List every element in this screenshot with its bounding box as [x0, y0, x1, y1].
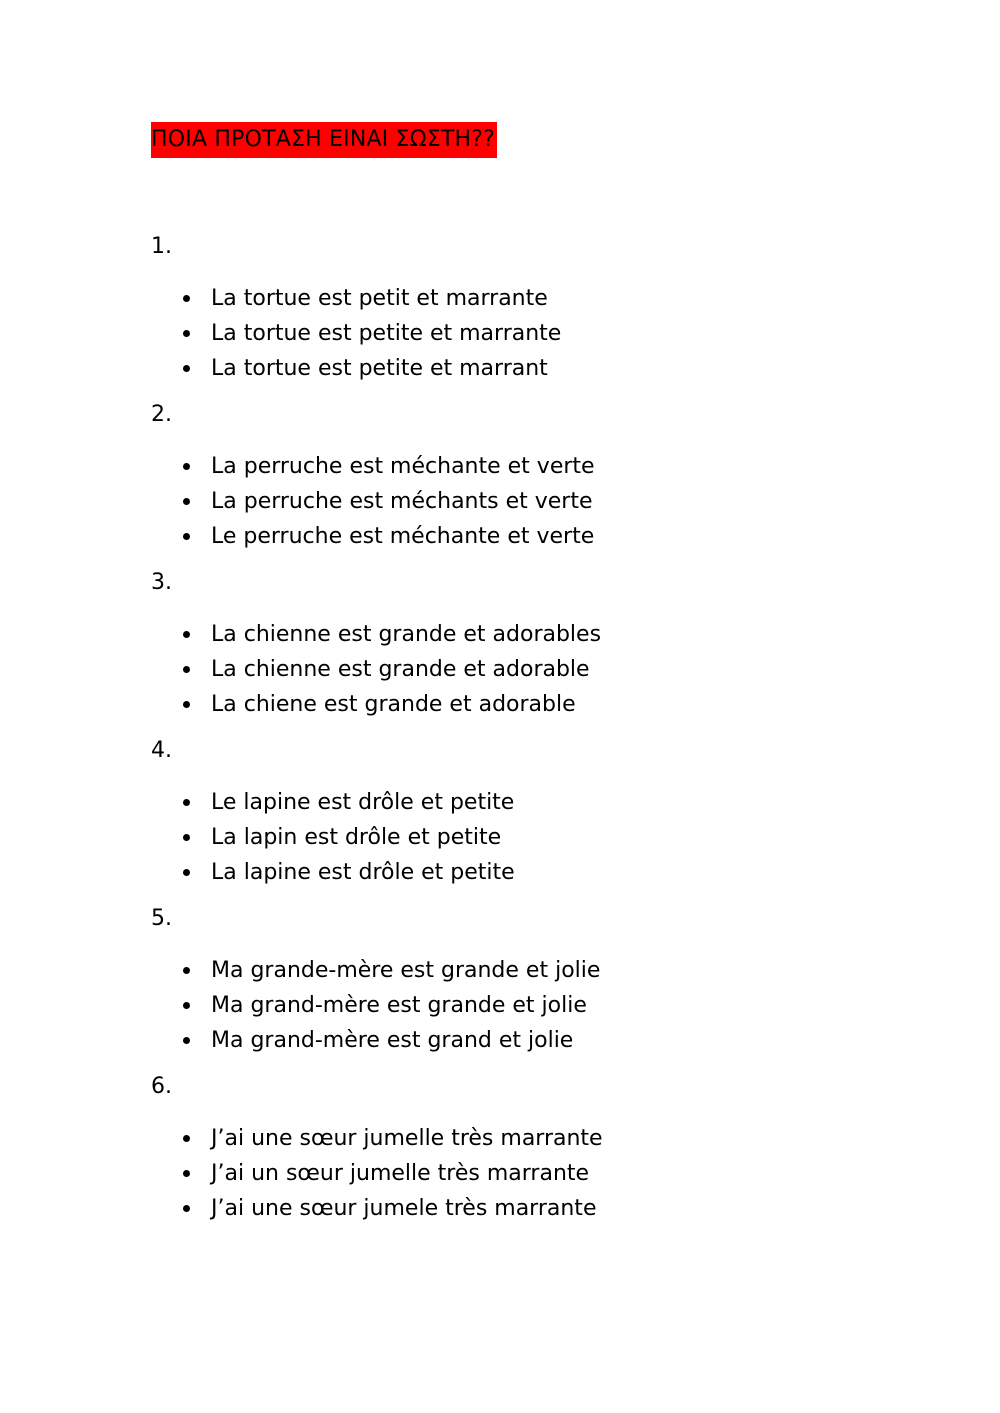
- bullet-icon: [183, 631, 190, 638]
- answer-option[interactable]: [151, 617, 851, 652]
- answer-option[interactable]: [151, 519, 851, 554]
- answer-options: [151, 953, 851, 1058]
- bullet-icon: [183, 1205, 190, 1212]
- answer-option[interactable]: [151, 652, 851, 687]
- answer-option-text: La perruche est méchante et verte: [211, 454, 595, 479]
- answer-option[interactable]: [151, 820, 851, 855]
- answer-option[interactable]: [151, 855, 851, 890]
- bullet-icon: [183, 365, 190, 372]
- answer-options: [151, 281, 851, 386]
- answer-options: [151, 449, 851, 554]
- bullet-icon: [183, 1037, 190, 1044]
- answer-option-text: J’ai un sœur jumelle très marrante: [211, 1161, 590, 1186]
- bullet-icon: [183, 799, 190, 806]
- answer-option-text: Ma grande-mère est grande et jolie: [211, 958, 601, 983]
- answer-option-text: La chienne est grande et adorables: [211, 622, 602, 647]
- question-number: 4.: [151, 738, 172, 763]
- bullet-icon: [183, 463, 190, 470]
- answer-option[interactable]: [151, 1156, 851, 1191]
- answer-option-text: Le perruche est méchante et verte: [211, 524, 595, 549]
- answer-option-text: La chiene est grande et adorable: [211, 692, 576, 717]
- question-3: [151, 569, 851, 722]
- answer-option[interactable]: [151, 484, 851, 519]
- answer-options: [151, 1121, 851, 1226]
- answer-option-text: La lapine est drôle et petite: [211, 860, 515, 885]
- bullet-icon: [183, 295, 190, 302]
- answer-option[interactable]: [151, 687, 851, 722]
- question-2: [151, 401, 851, 554]
- bullet-icon: [183, 330, 190, 337]
- question-number: 1.: [151, 234, 172, 259]
- title-banner: [151, 122, 497, 158]
- bullet-icon: [183, 666, 190, 673]
- bullet-icon: [183, 701, 190, 708]
- question-6: [151, 1073, 851, 1226]
- answer-options: [151, 785, 851, 890]
- answer-option[interactable]: [151, 785, 851, 820]
- answer-option[interactable]: [151, 316, 851, 351]
- answer-option-text: La tortue est petite et marrant: [211, 356, 548, 381]
- bullet-icon: [183, 1135, 190, 1142]
- bullet-icon: [183, 834, 190, 841]
- answer-option-text: La perruche est méchants et verte: [211, 489, 593, 514]
- answer-option-text: J’ai une sœur jumele très marrante: [211, 1196, 597, 1221]
- answer-option[interactable]: [151, 351, 851, 386]
- bullet-icon: [183, 967, 190, 974]
- bullet-icon: [183, 1002, 190, 1009]
- question-1: [151, 233, 851, 386]
- page-title: ΠΟΙΑ ΠΡΟΤΑΣΗ ΕΙΝΑΙ ΣΩΣΤΗ??: [151, 122, 497, 158]
- answer-option-text: J’ai une sœur jumelle très marrante: [211, 1126, 603, 1151]
- question-number: 3.: [151, 570, 172, 595]
- answer-option-text: Ma grand-mère est grande et jolie: [211, 993, 587, 1018]
- answer-option[interactable]: [151, 281, 851, 316]
- answer-option-text: Le lapine est drôle et petite: [211, 790, 515, 815]
- answer-option-text: Ma grand-mère est grand et jolie: [211, 1028, 574, 1053]
- answer-option-text: La tortue est petite et marrante: [211, 321, 562, 346]
- question-number: 2.: [151, 402, 172, 427]
- bullet-icon: [183, 869, 190, 876]
- answer-option[interactable]: [151, 988, 851, 1023]
- question-5: [151, 905, 851, 1058]
- answer-option-text: La tortue est petit et marrante: [211, 286, 548, 311]
- question-number: 5.: [151, 906, 172, 931]
- bullet-icon: [183, 533, 190, 540]
- answer-option-text: La chienne est grande et adorable: [211, 657, 590, 682]
- answer-option[interactable]: [151, 1121, 851, 1156]
- bullet-icon: [183, 1170, 190, 1177]
- question-number: 6.: [151, 1074, 172, 1099]
- answer-option[interactable]: [151, 1023, 851, 1058]
- answer-option[interactable]: [151, 1191, 851, 1226]
- question-4: [151, 737, 851, 890]
- answer-option[interactable]: [151, 953, 851, 988]
- bullet-icon: [183, 498, 190, 505]
- answer-option[interactable]: [151, 449, 851, 484]
- answer-option-text: La lapin est drôle et petite: [211, 825, 502, 850]
- answer-options: [151, 617, 851, 722]
